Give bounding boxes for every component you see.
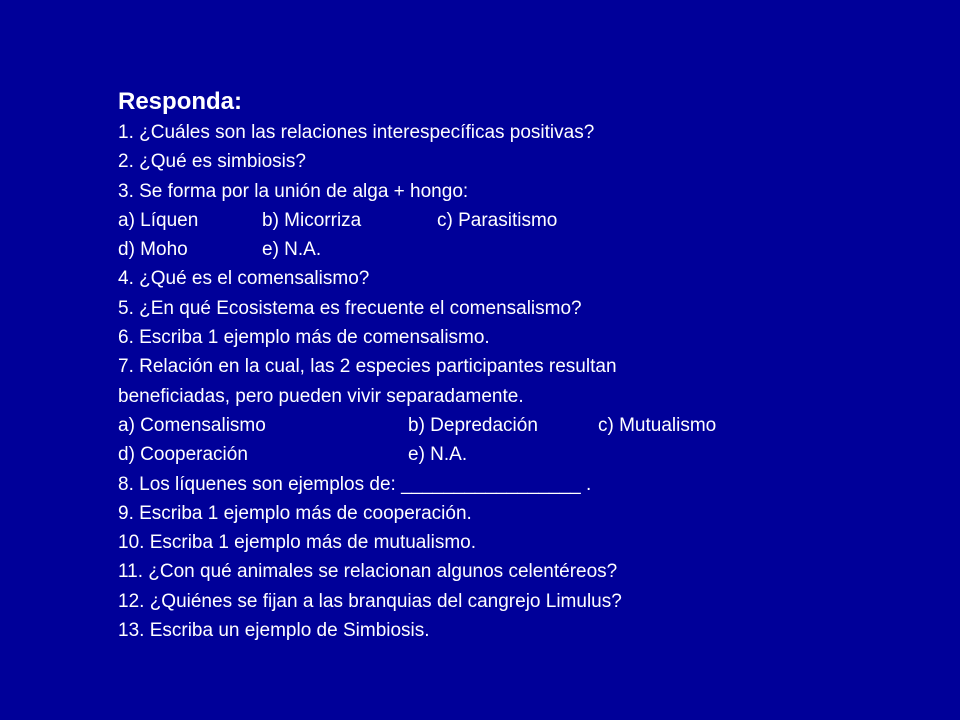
- q7-option-b: b) Depredación: [408, 414, 538, 436]
- question-9: 9. Escriba 1 ejemplo más de cooperación.: [118, 502, 472, 524]
- question-12: 12. ¿Quiénes se fijan a las branquias del cangrejo Limulus?: [118, 590, 622, 612]
- question-13: 13. Escriba un ejemplo de Simbiosis.: [118, 620, 430, 642]
- q7-option-e: e) N.A.: [408, 444, 468, 466]
- question-7-line-1: 7. Relación en la cual, las 2 especies participantes resultan: [118, 356, 617, 378]
- question-2: 2. ¿Qué es simbiosis?: [118, 151, 306, 173]
- q7-options-row-2: [118, 440, 778, 469]
- question-7-line-2: beneficiadas, pero pueden vivir separadamente.: [118, 385, 524, 407]
- question-3: 3. Se forma por la unión de alga + hongo:: [118, 180, 469, 202]
- question-4: 4. ¿Qué es el comensalismo?: [118, 268, 370, 290]
- question-8: 8. Los líquenes son ejemplos de: _________________ .: [118, 473, 592, 495]
- q7-option-d: d) Cooperación: [118, 444, 248, 466]
- question-6: 6. Escriba 1 ejemplo más de comensalismo.: [118, 327, 490, 349]
- question-slide: [118, 86, 778, 645]
- question-10: 10. Escriba 1 ejemplo más de mutualismo.: [118, 532, 476, 554]
- question-1: 1. ¿Cuáles son las relaciones interespecíficas positivas?: [118, 122, 595, 143]
- q3-option-d: d) Moho: [118, 239, 188, 261]
- question-5: 5. ¿En qué Ecosistema es frecuente el comensalismo?: [118, 297, 582, 319]
- q3-options-row-1: [118, 206, 778, 235]
- q7-options-row-1: [118, 411, 778, 440]
- q3-option-c: c) Parasitismo: [437, 209, 558, 231]
- q3-option-e: e) N.A.: [262, 239, 322, 261]
- q7-option-a: a) Comensalismo: [118, 414, 266, 436]
- q3-options-row-2: [118, 235, 778, 264]
- q3-option-b: b) Micorriza: [262, 209, 362, 231]
- q7-option-c: c) Mutualismo: [598, 414, 717, 436]
- q3-option-a: a) Líquen: [118, 209, 199, 231]
- question-11: 11. ¿Con qué animales se relacionan algunos celentéreos?: [118, 561, 618, 583]
- slide-title: Responda:: [118, 88, 243, 115]
